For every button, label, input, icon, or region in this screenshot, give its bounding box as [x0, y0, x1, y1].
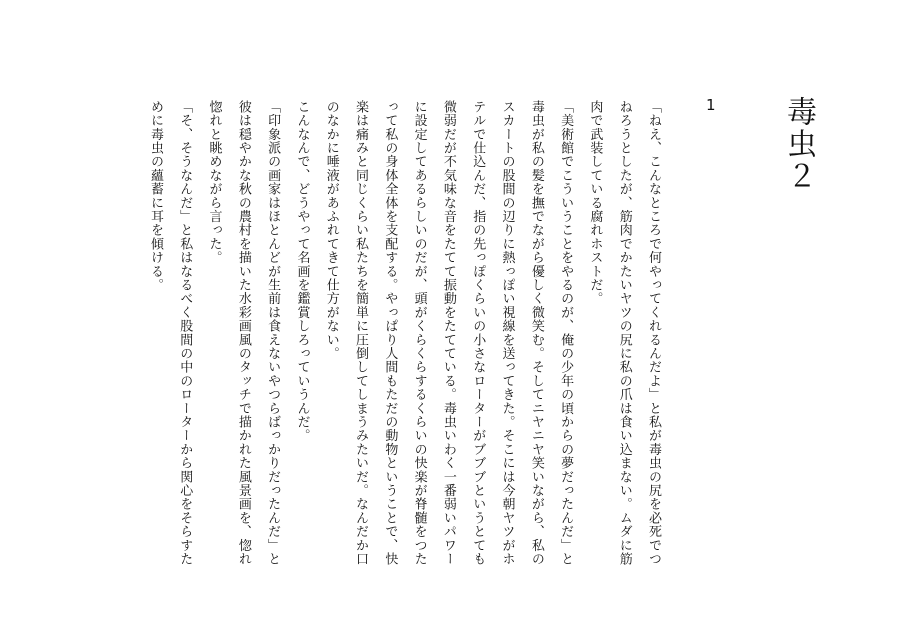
document-title: 毒虫２	[781, 96, 816, 192]
paragraph: 「印象派の画家はほとんどが生前は食えないやつらばっかりだったんだ」と彼は穏やかな秋の農村を描いた水彩画風のタッチで描かれた風景画を、惚れ惚れと眺めながら言った。	[206, 100, 281, 566]
paragraph: こんなんで、どうやって名画を鑑賞しろっていうんだ。	[294, 100, 310, 443]
body-text	[141, 100, 668, 570]
paragraph: 「美術館でこういうことをやるのが、俺の少年の頃からの夢だったんだ」と毒虫が私の髪を撫でながら優しく微笑む。そしてニヤニヤ笑いながら、私のスカートの股間の辺りに熱っぽい視線を送ってきた。そこには今朝ヤツがホテルで仕込んだ、指の先っぽくらいの小さなローターがブブブというとても微弱だが不気味な音をたてて振動をたてている。毒虫いわく一番弱いパワーに設定してあるらしいのだが、頭がくらくらするくらいの快楽が脊髄をつたって私の身体全体を支配する。やっぱり人間もただの動物ということで、快楽は痛みと同じくらい私たちを簡単に圧倒してしまうみたいだ。なんだか口のなかに唾液があふれてきて仕方がない。	[323, 100, 574, 566]
paragraph: 「ねえ、こんなところで何やってくれるんだよ」と私が毒虫の尻を必死でつねろうとしたが、筋肉でかたいヤツの尻に私の爪は食い込まない。ムダに筋肉で武装している腐れホストだ。	[587, 100, 661, 566]
chapter-number: 1	[706, 96, 716, 114]
paragraph: 「そ、そうなんだ」と私はなるべく股間の中のローターから関心をそらすために毒虫の蘊蓄に耳を傾ける。	[147, 100, 193, 566]
